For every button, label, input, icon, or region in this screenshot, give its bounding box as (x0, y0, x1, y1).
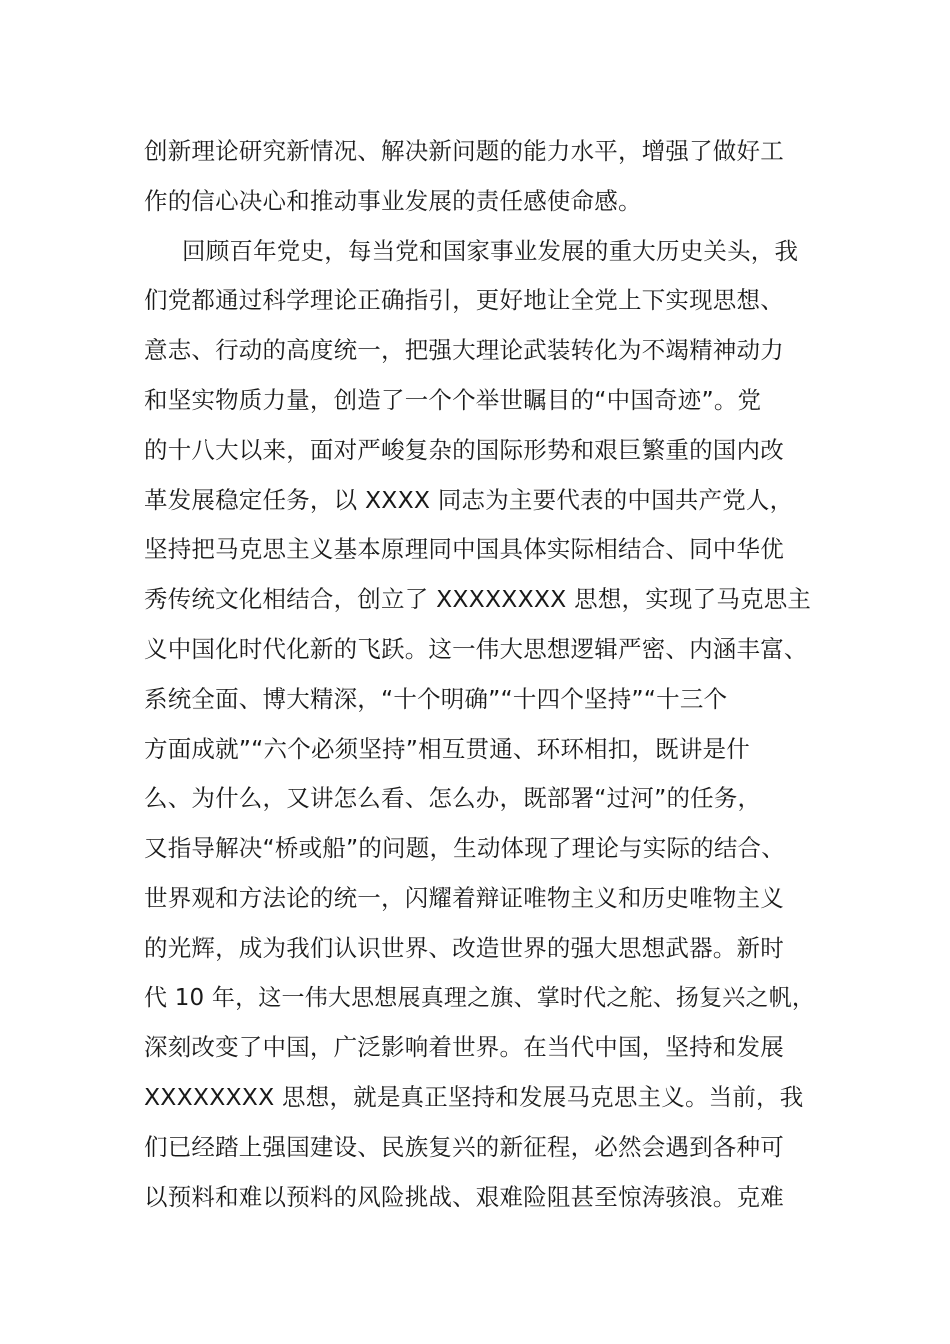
text-line: 以预料和难以预料的风险挑战、艰难险阻甚至惊涛骇浪。克难 (144, 1182, 784, 1211)
body-text (144, 127, 824, 1223)
text-line: 的光辉，成为我们认识世界、改造世界的强大思想武器。新时 (144, 933, 784, 962)
text-line: 么、为什么，又讲怎么看、怎么办，既部署“过河”的任务， (144, 784, 762, 813)
text-line: 世界观和方法论的统一，闪耀着辩证唯物主义和历史唯物主义 (144, 883, 784, 912)
text-line: 秀传统文化相结合，创立了 XXXXXXXX 思想，实现了马克思主 (144, 585, 812, 614)
text-line: 方面成就”“六个必须坚持”相互贯通、环环相扣，既讲是什 (144, 734, 750, 763)
text-line: XXXXXXXX 思想，就是真正坚持和发展马克思主义。当前，我 (144, 1083, 804, 1112)
text-line: 和坚实物质力量，创造了一个个举世瞩目的“中国奇迹”。党 (144, 385, 762, 414)
text-line: 革发展稳定任务，以 XXXX 同志为主要代表的中国共产党人， (144, 485, 794, 514)
text-line: 作的信心决心和推动事业发展的责任感使命感。 (144, 186, 642, 215)
text-line: 代 10 年，这一伟大思想展真理之旗、掌时代之舵、扬复兴之帆， (144, 984, 816, 1011)
text-line: 又指导解决“桥或船”的问题，生动体现了理论与实际的结合、 (144, 834, 785, 863)
text-line: 意志、行动的高度统一，把强大理论武装转化为不竭精神动力 (144, 336, 784, 365)
text-line: 深刻改变了中国，广泛影响着世界。在当代中国，坚持和发展 (144, 1033, 784, 1062)
paragraph-start-line: 回顾百年党史，每当党和国家事业发展的重大历史关头，我 (182, 236, 799, 265)
text-line: 们已经踏上强国建设、民族复兴的新征程，必然会遇到各种可 (144, 1132, 784, 1161)
text-line: 系统全面、博大精深，“十个明确”“十四个坚持”“十三个 (144, 684, 728, 713)
text-line: 坚持把马克思主义基本原理同中国具体实际相结合、同中华优 (144, 535, 784, 564)
text-line: 们党都通过科学理论正确指引，更好地让全党上下实现思想、 (144, 286, 784, 315)
text-line: 义中国化时代化新的飞跃。这一伟大思想逻辑严密、内涵丰富、 (144, 634, 808, 663)
text-line: 创新理论研究新情况、解决新问题的能力水平，增强了做好工 (144, 137, 784, 165)
text-line: 的十八大以来，面对严峻复杂的国际形势和艰巨繁重的国内改 (144, 435, 784, 464)
